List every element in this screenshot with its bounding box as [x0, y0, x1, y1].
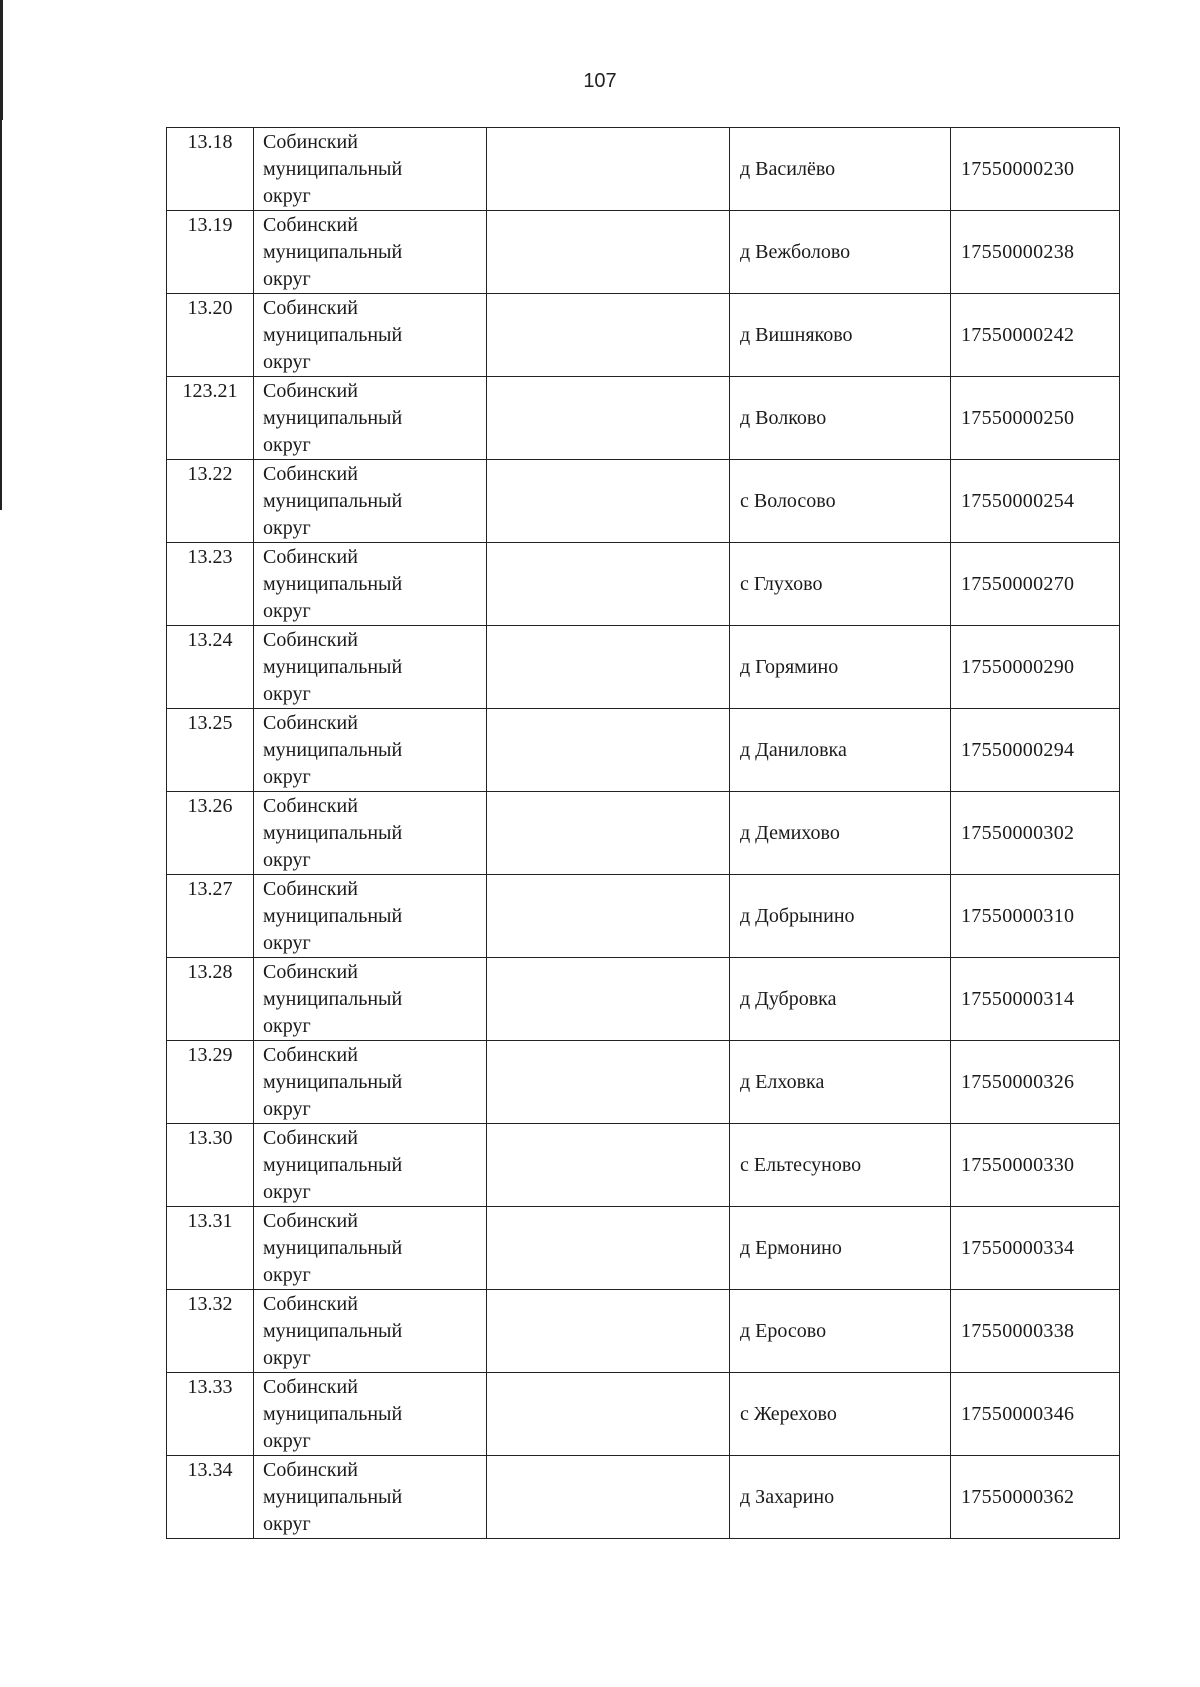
- settlement-cell: с Ельтесуново: [730, 1124, 951, 1207]
- settlement-cell: с Жерехово: [730, 1373, 951, 1456]
- district-line-3: округ: [263, 1513, 311, 1535]
- empty-cell: [487, 1124, 730, 1207]
- settlement-cell: д Василёво: [730, 128, 951, 211]
- page-number: 107: [583, 70, 617, 92]
- settlement-cell: д Демихово: [730, 792, 951, 875]
- table-row: [167, 626, 1120, 709]
- district-line-2: муниципальный: [263, 988, 403, 1010]
- district-line-2: муниципальный: [263, 656, 403, 678]
- district-line-1: Собинский: [263, 1044, 358, 1066]
- district-cell: [254, 792, 487, 875]
- empty-cell: [487, 709, 730, 792]
- table-row: [167, 543, 1120, 626]
- settlement-cell: д Елховка: [730, 1041, 951, 1124]
- district-line-1: Собинский: [263, 463, 358, 485]
- district-cell: [254, 1124, 487, 1207]
- row-number-cell: 13.29: [167, 1041, 254, 1124]
- district-cell: [254, 875, 487, 958]
- oktmo-code-cell: 17550000242: [951, 294, 1120, 377]
- table-row: [167, 709, 1120, 792]
- row-number-cell: 13.18: [167, 128, 254, 211]
- table-row: [167, 1124, 1120, 1207]
- table-row: [167, 128, 1120, 211]
- empty-cell: [487, 958, 730, 1041]
- oktmo-code-cell: 17550000310: [951, 875, 1120, 958]
- district-cell: [254, 626, 487, 709]
- district-line-1: Собинский: [263, 795, 358, 817]
- table-row: [167, 1456, 1120, 1539]
- district-line-2: муниципальный: [263, 324, 403, 346]
- empty-cell: [487, 792, 730, 875]
- district-line-1: Собинский: [263, 1127, 358, 1149]
- district-line-2: муниципальный: [263, 905, 403, 927]
- empty-cell: [487, 1373, 730, 1456]
- settlement-cell: с Глухово: [730, 543, 951, 626]
- oktmo-code-cell: 17550000294: [951, 709, 1120, 792]
- district-cell: [254, 1290, 487, 1373]
- district-cell: [254, 1373, 487, 1456]
- district-line-3: округ: [263, 517, 311, 539]
- settlement-cell: с Волосово: [730, 460, 951, 543]
- table-row: [167, 875, 1120, 958]
- scan-edge-mark: [0, 0, 3, 120]
- district-cell: [254, 1041, 487, 1124]
- settlement-cell: д Захарино: [730, 1456, 951, 1539]
- table-row: [167, 377, 1120, 460]
- district-cell: [254, 1207, 487, 1290]
- district-line-2: муниципальный: [263, 1071, 403, 1093]
- district-line-3: округ: [263, 434, 311, 456]
- settlement-cell: д Вишняково: [730, 294, 951, 377]
- district-line-2: муниципальный: [263, 573, 403, 595]
- row-number-cell: 13.19: [167, 211, 254, 294]
- district-line-3: округ: [263, 1347, 311, 1369]
- district-line-3: округ: [263, 185, 311, 207]
- row-number-cell: 13.28: [167, 958, 254, 1041]
- district-line-1: Собинский: [263, 1459, 358, 1481]
- district-cell: [254, 128, 487, 211]
- district-line-3: округ: [263, 351, 311, 373]
- oktmo-code-cell: 17550000254: [951, 460, 1120, 543]
- oktmo-code-cell: 17550000250: [951, 377, 1120, 460]
- district-line-3: округ: [263, 766, 311, 788]
- row-number-cell: 13.27: [167, 875, 254, 958]
- district-line-1: Собинский: [263, 1210, 358, 1232]
- oktmo-code-cell: 17550000338: [951, 1290, 1120, 1373]
- settlement-cell: д Ермонино: [730, 1207, 951, 1290]
- district-cell: [254, 294, 487, 377]
- empty-cell: [487, 1456, 730, 1539]
- district-cell: [254, 377, 487, 460]
- district-line-2: муниципальный: [263, 490, 403, 512]
- row-number-cell: 13.32: [167, 1290, 254, 1373]
- oktmo-code-cell: 17550000362: [951, 1456, 1120, 1539]
- district-cell: [254, 211, 487, 294]
- oktmo-code-cell: 17550000302: [951, 792, 1120, 875]
- district-line-1: Собинский: [263, 546, 358, 568]
- settlement-cell: д Даниловка: [730, 709, 951, 792]
- district-line-2: муниципальный: [263, 822, 403, 844]
- oktmo-code-cell: 17550000314: [951, 958, 1120, 1041]
- empty-cell: [487, 377, 730, 460]
- district-line-2: муниципальный: [263, 241, 403, 263]
- district-line-3: округ: [263, 600, 311, 622]
- district-line-2: муниципальный: [263, 739, 403, 761]
- settlement-cell: д Еросово: [730, 1290, 951, 1373]
- district-line-3: округ: [263, 1181, 311, 1203]
- settlement-cell: д Дубровка: [730, 958, 951, 1041]
- row-number-cell: 13.24: [167, 626, 254, 709]
- district-line-2: муниципальный: [263, 1237, 403, 1259]
- district-line-2: муниципальный: [263, 407, 403, 429]
- oktmo-code-cell: 17550000330: [951, 1124, 1120, 1207]
- district-line-1: Собинский: [263, 380, 358, 402]
- table-row: [167, 958, 1120, 1041]
- district-cell: [254, 709, 487, 792]
- district-line-2: муниципальный: [263, 1486, 403, 1508]
- settlement-cell: д Волково: [730, 377, 951, 460]
- empty-cell: [487, 128, 730, 211]
- scan-edge-mark: [0, 120, 2, 510]
- table-row: [167, 1041, 1120, 1124]
- district-line-3: округ: [263, 849, 311, 871]
- empty-cell: [487, 875, 730, 958]
- row-number-cell: 13.30: [167, 1124, 254, 1207]
- settlement-cell: д Вежболово: [730, 211, 951, 294]
- district-line-2: муниципальный: [263, 1154, 403, 1176]
- row-number-cell: 13.22: [167, 460, 254, 543]
- table-row: [167, 1207, 1120, 1290]
- oktmo-code-cell: 17550000346: [951, 1373, 1120, 1456]
- table-row: [167, 294, 1120, 377]
- empty-cell: [487, 1041, 730, 1124]
- empty-cell: [487, 1290, 730, 1373]
- district-line-2: муниципальный: [263, 1320, 403, 1342]
- empty-cell: [487, 1207, 730, 1290]
- oktmo-code-cell: 17550000270: [951, 543, 1120, 626]
- oktmo-code-cell: 17550000238: [951, 211, 1120, 294]
- table-row: [167, 1290, 1120, 1373]
- row-number-cell: 13.31: [167, 1207, 254, 1290]
- district-line-1: Собинский: [263, 878, 358, 900]
- district-line-1: Собинский: [263, 629, 358, 651]
- table-row: [167, 792, 1120, 875]
- oktmo-code-cell: 17550000326: [951, 1041, 1120, 1124]
- table-row: [167, 1373, 1120, 1456]
- settlement-cell: д Горямино: [730, 626, 951, 709]
- row-number-cell: 13.20: [167, 294, 254, 377]
- district-cell: [254, 1456, 487, 1539]
- oktmo-code-cell: 17550000290: [951, 626, 1120, 709]
- district-line-2: муниципальный: [263, 1403, 403, 1425]
- table-row: [167, 211, 1120, 294]
- row-number-cell: 13.34: [167, 1456, 254, 1539]
- empty-cell: [487, 460, 730, 543]
- settlement-registry-table: [166, 127, 1120, 1539]
- district-line-1: Собинский: [263, 131, 358, 153]
- oktmo-code-cell: 17550000334: [951, 1207, 1120, 1290]
- table-row: [167, 460, 1120, 543]
- district-line-3: округ: [263, 268, 311, 290]
- row-number-cell: 13.26: [167, 792, 254, 875]
- empty-cell: [487, 626, 730, 709]
- table-body: [167, 128, 1120, 1539]
- district-line-1: Собинский: [263, 297, 358, 319]
- district-cell: [254, 460, 487, 543]
- oktmo-code-cell: 17550000230: [951, 128, 1120, 211]
- district-line-3: округ: [263, 683, 311, 705]
- row-number-cell: 13.25: [167, 709, 254, 792]
- district-line-1: Собинский: [263, 1376, 358, 1398]
- district-line-3: округ: [263, 1430, 311, 1452]
- settlement-cell: д Добрынино: [730, 875, 951, 958]
- row-number-cell: 123.21: [167, 377, 254, 460]
- district-line-1: Собинский: [263, 214, 358, 236]
- district-line-1: Собинский: [263, 961, 358, 983]
- district-cell: [254, 958, 487, 1041]
- row-number-cell: 13.33: [167, 1373, 254, 1456]
- row-number-cell: 13.23: [167, 543, 254, 626]
- district-line-3: округ: [263, 1264, 311, 1286]
- empty-cell: [487, 294, 730, 377]
- district-line-3: округ: [263, 1015, 311, 1037]
- district-line-1: Собинский: [263, 1293, 358, 1315]
- empty-cell: [487, 543, 730, 626]
- empty-cell: [487, 211, 730, 294]
- district-line-1: Собинский: [263, 712, 358, 734]
- district-line-3: округ: [263, 1098, 311, 1120]
- district-line-2: муниципальный: [263, 158, 403, 180]
- district-line-3: округ: [263, 932, 311, 954]
- district-cell: [254, 543, 487, 626]
